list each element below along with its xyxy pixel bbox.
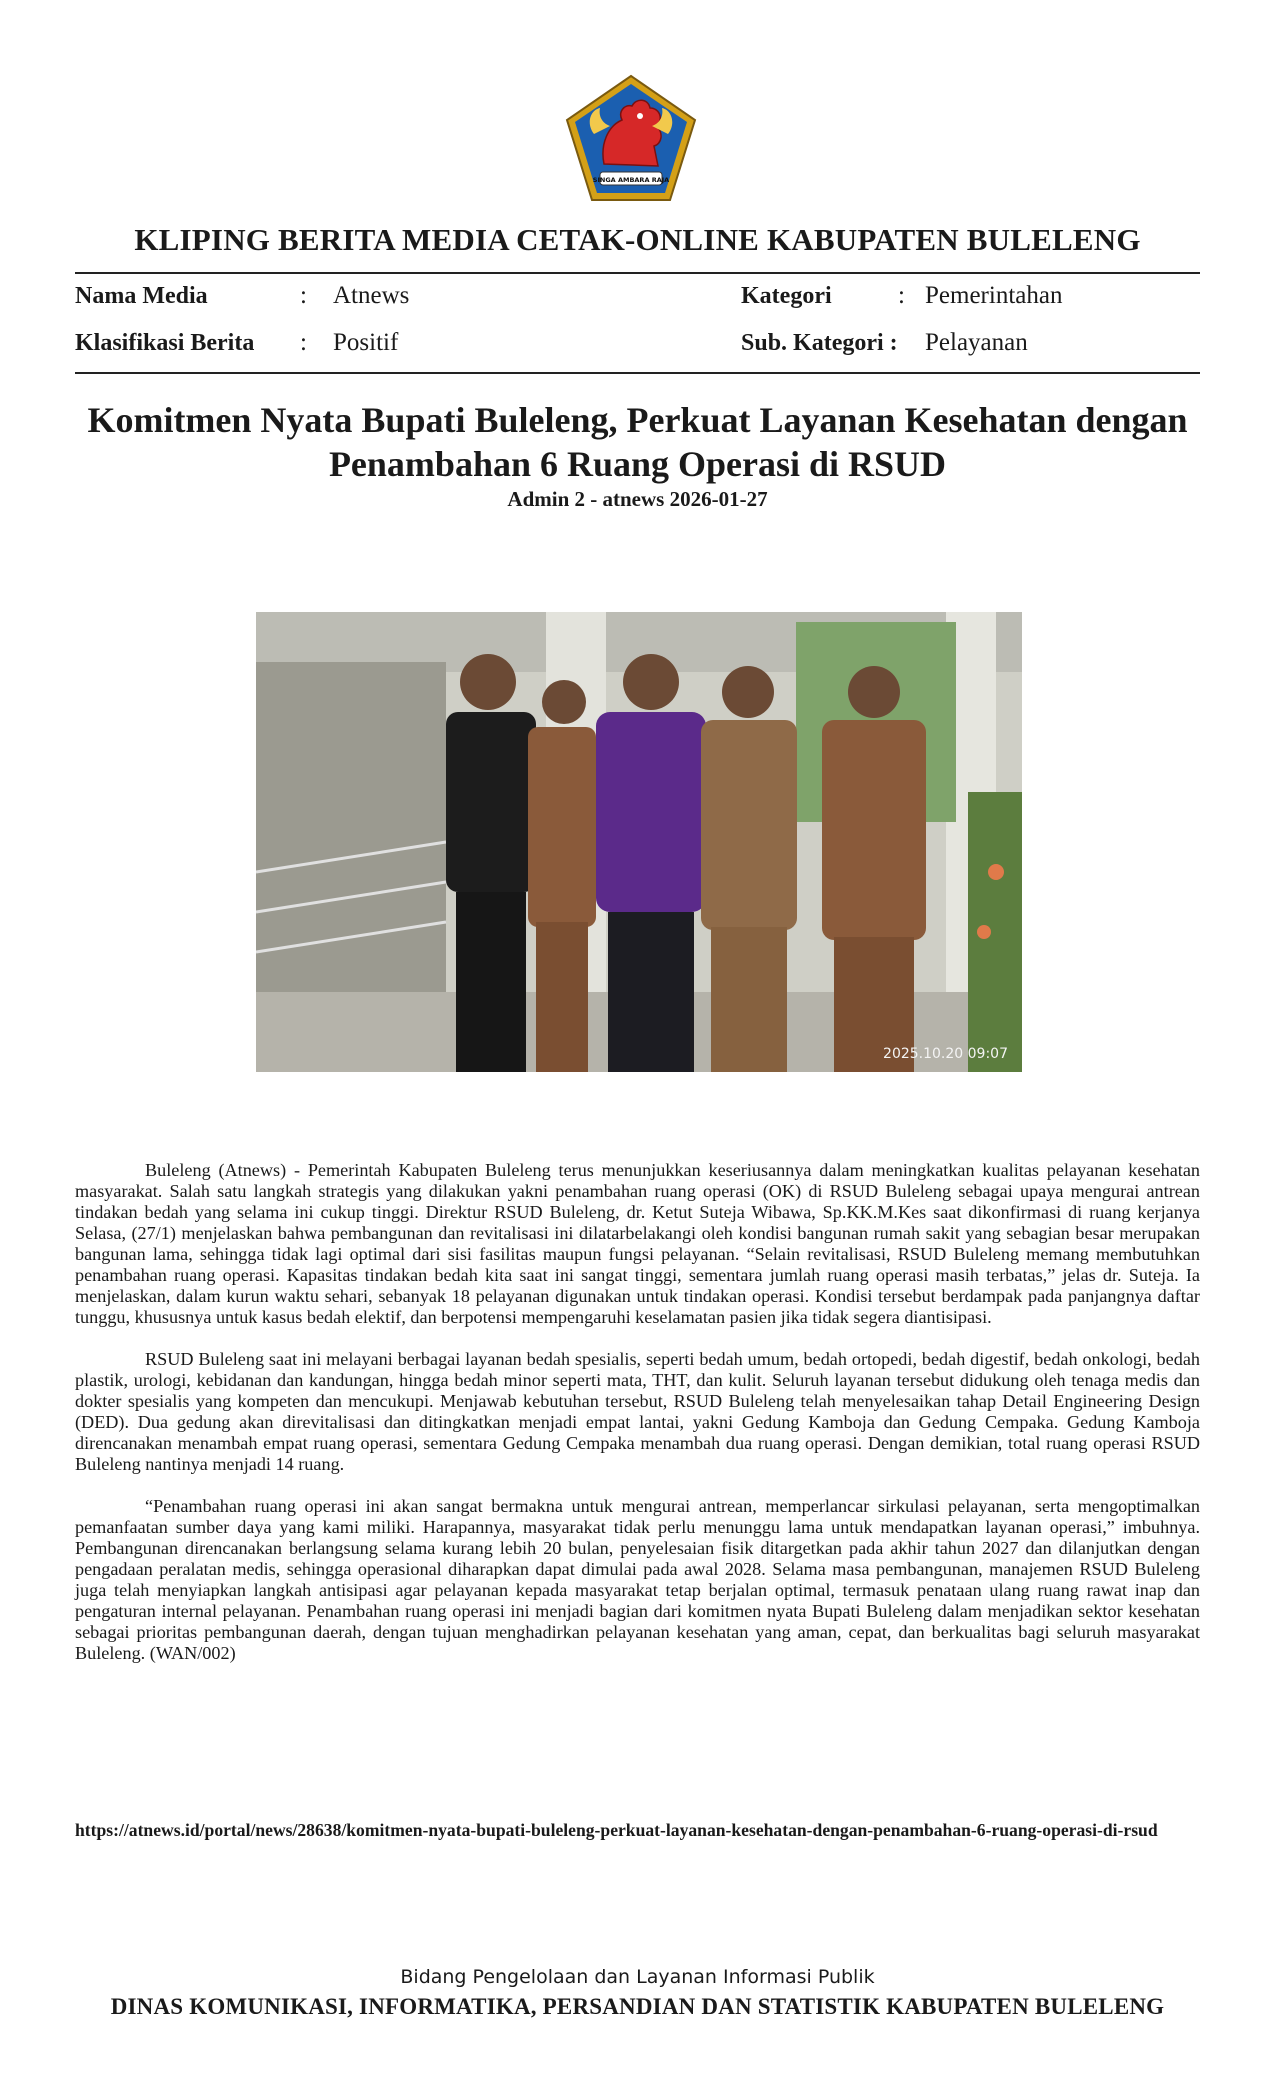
media-colon: : bbox=[300, 282, 307, 309]
header-rule-top bbox=[75, 272, 1200, 274]
media-value: Atnews bbox=[333, 282, 410, 309]
header-rule-bottom bbox=[75, 372, 1200, 374]
article-title-line-1: Komitmen Nyata Bupati Buleleng, Perkuat Layanan Kesehatan dengan bbox=[87, 400, 1188, 440]
person-brown-uniform-center bbox=[701, 666, 797, 1072]
article-body bbox=[75, 1160, 1200, 1685]
article-photo bbox=[256, 612, 1022, 1072]
article-paragraph-3: “Penambahan ruang operasi ini akan sangat bermakna untuk mengurai antrean, memperlancar sirkulasi pelayanan, serta mengoptimalkan pemanfaatan sumber daya yang kami miliki. Harapannya, masyarakat tidak perlu menunggu lama untuk mendapatkan layanan operasi,” imbuhnya. Pembangunan direncanakan berlangsung selama kurang lebih 20 bulan, penyelesaian fisik ditargetkan pada akhir tahun 2027 dan dilanjutkan dengan pengadaan peralatan medis, sehingga operasional diharapkan dapat dimulai pada awal 2028. Selama masa pembangunan, manajemen RSUD Buleleng juga telah menyiapkan langkah antisipasi agar pelayanan kepada masyarakat tetap berjalan optimal, termasuk penataan ulang ruang rawat inap dan pengaturan internal pelayanan. Penambahan ruang operasi ini menjadi bagian dari komitmen nyata Bupati Buleleng dalam menjadikan sektor kesehatan sebagai prioritas pembangunan daerah, dengan tujuan menghadirkan pelayanan kesehatan yang aman, cepat, dan berkualitas bagi seluruh masyarakat Buleleng. (WAN/002) bbox=[75, 1496, 1200, 1663]
article-paragraph-1: Buleleng (Atnews) - Pemerintah Kabupaten Buleleng terus menunjukkan keseriusannya dalam meningkatkan kualitas pelayanan kesehatan masyarakat. Salah satu langkah strategis yang dilakukan yakni penambahan ruang operasi (OK) di RSUD Buleleng sebagai upaya mengurai antrean tindakan bedah yang selama ini cukup tinggi. Direktur RSUD Buleleng, dr. Ketut Suteja Wibawa, Sp.KK.M.Kes saat dikonfirmasi di ruang kerjanya Selasa, (27/1) menjelaskan bahwa pembangunan dan revitalisasi ini dilatarbelakangi oleh kondisi bangunan rumah sakit yang sebagian besar merupakan bangunan lama, sehingga tidak lagi optimal dari sisi fasilitas maupun fungsi pelayanan. “Selain revitalisasi, RSUD Buleleng memang membutuhkan penambahan ruang operasi. Kapasitas tindakan bedah kita saat ini sangat tinggi, sementara jumlah ruang operasi masih terbatas,” jelas dr. Suteja. Ia menjelaskan, dalam kurun waktu sehari, sebanyak 18 pelayanan digunakan untuk tindakan operasi. Kondisi tersebut berdampak pada panjangnya daftar tunggu, khususnya untuk kasus bedah elektif, dan berpotensi mempengaruhi keselamatan pasien jika tidak segera diantisipasi. bbox=[75, 1160, 1200, 1327]
kategori-label: Kategori bbox=[741, 283, 832, 309]
article-title-line-2: Penambahan 6 Ruang Operasi di RSUD bbox=[328, 444, 947, 484]
emblem-motto: SINGA AMBARA RAJA bbox=[592, 176, 670, 184]
subkategori-value: Pelayanan bbox=[925, 329, 1028, 356]
article-title bbox=[75, 398, 1200, 486]
media-label: Nama Media bbox=[75, 283, 208, 309]
klasifikasi-label: Klasifikasi Berita bbox=[75, 330, 255, 356]
klasifikasi-value: Positif bbox=[333, 329, 399, 356]
person-brown-uniform-right bbox=[822, 666, 926, 1072]
person-brown-uniform-left bbox=[528, 680, 596, 1072]
article-byline: Admin 2 - atnews 2026-01-27 bbox=[507, 487, 768, 511]
article-paragraph-2: RSUD Buleleng saat ini melayani berbagai layanan bedah spesialis, seperti bedah umum, bedah ortopedi, bedah digestif, bedah onkologi, bedah plastik, urologi, kebidanan dan kandungan, hingga bedah minor seperti mata, THT, dan kulit. Seluruh layanan tersebut didukung oleh tenaga medis dan dokter spesialis yang kompeten dan mencukupi. Menjawab kebutuhan tersebut, RSUD Buleleng telah menyelesaikan tahap Detail Engineering Design (DED). Dua gedung akan direvitalisasi dan ditingkatkan menjadi empat lantai, yakni Gedung Kamboja dan Gedung Cempaka. Gedung Kamboja direncanakan menambah empat ruang operasi, sementara Gedung Cempaka menambah dua ruang operasi. Dengan demikian, total ruang operasi RSUD Buleleng nantinya menjadi 14 ruang. bbox=[75, 1349, 1200, 1474]
photo-timestamp: 2025.10.20 09:07 bbox=[883, 1046, 1008, 1062]
document-header-title: KLIPING BERITA MEDIA CETAK-ONLINE KABUPATEN BULELENG bbox=[134, 222, 1141, 257]
klasifikasi-colon: : bbox=[300, 329, 307, 356]
kategori-value: Pemerintahan bbox=[925, 282, 1063, 309]
buleleng-regency-emblem bbox=[564, 74, 698, 202]
subkategori-label: Sub. Kategori : bbox=[741, 330, 898, 356]
person-batik-shirt bbox=[596, 654, 706, 1072]
kategori-colon: : bbox=[898, 282, 905, 309]
article-source-link[interactable]: https://atnews.id/portal/news/28638/komitmen-nyata-bupati-buleleng-perkuat-layanan-kesehatan-dengan-penambahan-6-ruang-operasi-di-rsud bbox=[75, 1820, 1158, 1840]
footer-agency: DINAS KOMUNIKASI, INFORMATIKA, PERSANDIAN DAN STATISTIK KABUPATEN BULELENG bbox=[110, 1994, 1165, 2019]
person-black-shirt bbox=[446, 654, 536, 1072]
footer-division: Bidang Pengelolaan dan Layanan Informasi Publik bbox=[400, 1966, 875, 1988]
